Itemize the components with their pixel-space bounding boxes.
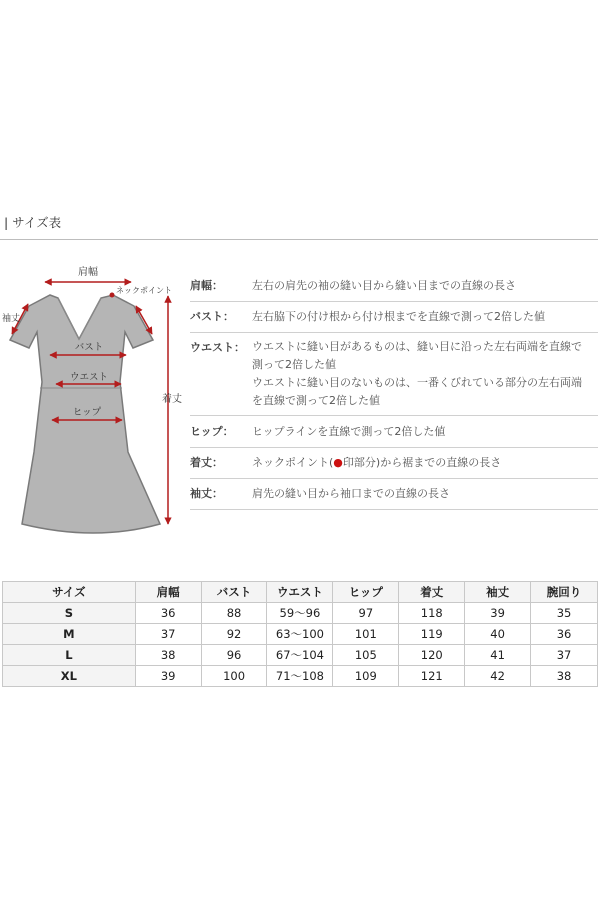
definition-line: 測って2倍した値	[252, 358, 336, 371]
table-cell: S	[3, 603, 136, 624]
neck-point-dot	[110, 293, 115, 298]
table-cell: XL	[3, 666, 136, 687]
table-cell: 40	[465, 624, 531, 645]
definition-text	[252, 307, 598, 327]
definition-term: バスト：	[190, 310, 234, 323]
table-cell: 92	[201, 624, 267, 645]
table-cell: 35	[531, 603, 598, 624]
table-cell: 100	[201, 666, 267, 687]
header-waist: ウエスト	[267, 582, 333, 603]
table-cell: 67〜104	[267, 645, 333, 666]
table-cell: 109	[333, 666, 399, 687]
table-cell: 59〜96	[267, 603, 333, 624]
definition-term: 肩幅：	[190, 279, 223, 292]
header-shoulder: 肩幅	[135, 582, 201, 603]
definition-text	[252, 276, 598, 296]
definition-line: ヒップラインを直線で測って2倍した値	[252, 425, 446, 438]
definition-line: 左右脇下の付け根から付け根までを直線で測って2倍した値	[252, 310, 545, 323]
table-cell: 38	[531, 666, 598, 687]
label-bust: バスト	[74, 342, 104, 353]
table-row	[3, 603, 598, 624]
definition-line: ウエストに縫い目があるものは、縫い目に沿った左右両端を直線で	[252, 340, 582, 353]
definition-term: ヒップ：	[190, 425, 234, 438]
label-length: 着丈	[162, 394, 182, 405]
definition-line: ウエストに縫い目のないものは、一番くびれている部分の左右両端	[252, 376, 582, 389]
definition-term: 袖丈：	[190, 487, 223, 500]
title-divider	[0, 239, 598, 240]
table-row	[3, 645, 598, 666]
header-arm: 腕回り	[531, 582, 598, 603]
table-row	[3, 666, 598, 687]
table-cell: 105	[333, 645, 399, 666]
definition-line: 左右の肩先の袖の縫い目から縫い目までの直線の長さ	[252, 279, 516, 292]
table-cell: 39	[135, 666, 201, 687]
table-header-row	[3, 582, 598, 603]
definition-text	[252, 453, 598, 473]
table-cell: 38	[135, 645, 201, 666]
size-table	[2, 581, 598, 687]
definition-waist	[190, 338, 598, 416]
label-shoulder: 肩幅	[78, 267, 98, 278]
table-cell: 37	[531, 645, 598, 666]
label-sleeve: 袖丈	[2, 314, 21, 324]
table-cell: 71〜108	[267, 666, 333, 687]
table-cell: 36	[135, 603, 201, 624]
table-cell: 39	[465, 603, 531, 624]
label-hip: ヒップ	[72, 407, 102, 418]
definition-term: ウエスト：	[190, 341, 245, 354]
definition-term: 着丈：	[190, 456, 223, 469]
table-cell: 88	[201, 603, 267, 624]
table-cell: 36	[531, 624, 598, 645]
label-waist: ウエスト	[69, 372, 109, 383]
table-cell: 96	[201, 645, 267, 666]
header-length: 着丈	[399, 582, 465, 603]
table-cell: 118	[399, 603, 465, 624]
definition-text	[252, 422, 598, 442]
definition-length	[190, 453, 598, 479]
table-cell: 42	[465, 666, 531, 687]
table-cell: M	[3, 624, 136, 645]
table-cell: 63〜100	[267, 624, 333, 645]
definition-hip	[190, 422, 598, 448]
definition-text	[252, 484, 598, 504]
dress-diagram	[0, 262, 190, 537]
definition-shoulder	[190, 276, 598, 302]
definition-line: 印部分)から裾までの直線の長さ	[342, 456, 502, 469]
table-cell: 101	[333, 624, 399, 645]
section-title: | サイズ表	[4, 215, 62, 230]
table-cell: 119	[399, 624, 465, 645]
header-size: サイズ	[3, 582, 136, 603]
table-cell: L	[3, 645, 136, 666]
table-cell: 120	[399, 645, 465, 666]
table-cell: 97	[333, 603, 399, 624]
red-dot-icon: ●	[333, 456, 343, 469]
definition-sleeve	[190, 484, 598, 510]
definition-line: ネックポイント(	[252, 456, 334, 469]
label-neck-point: ネックポイント	[116, 286, 172, 295]
header-sleeve: 袖丈	[465, 582, 531, 603]
table-cell: 41	[465, 645, 531, 666]
header-hip: ヒップ	[333, 582, 399, 603]
table-cell: 121	[399, 666, 465, 687]
table-cell: 37	[135, 624, 201, 645]
header-bust: バスト	[201, 582, 267, 603]
table-row	[3, 624, 598, 645]
definition-bust	[190, 307, 598, 333]
definition-line: を直線で測って2倍した値	[252, 394, 380, 407]
definition-line: 肩先の縫い目から袖口までの直線の長さ	[252, 487, 450, 500]
definition-text	[252, 338, 598, 410]
